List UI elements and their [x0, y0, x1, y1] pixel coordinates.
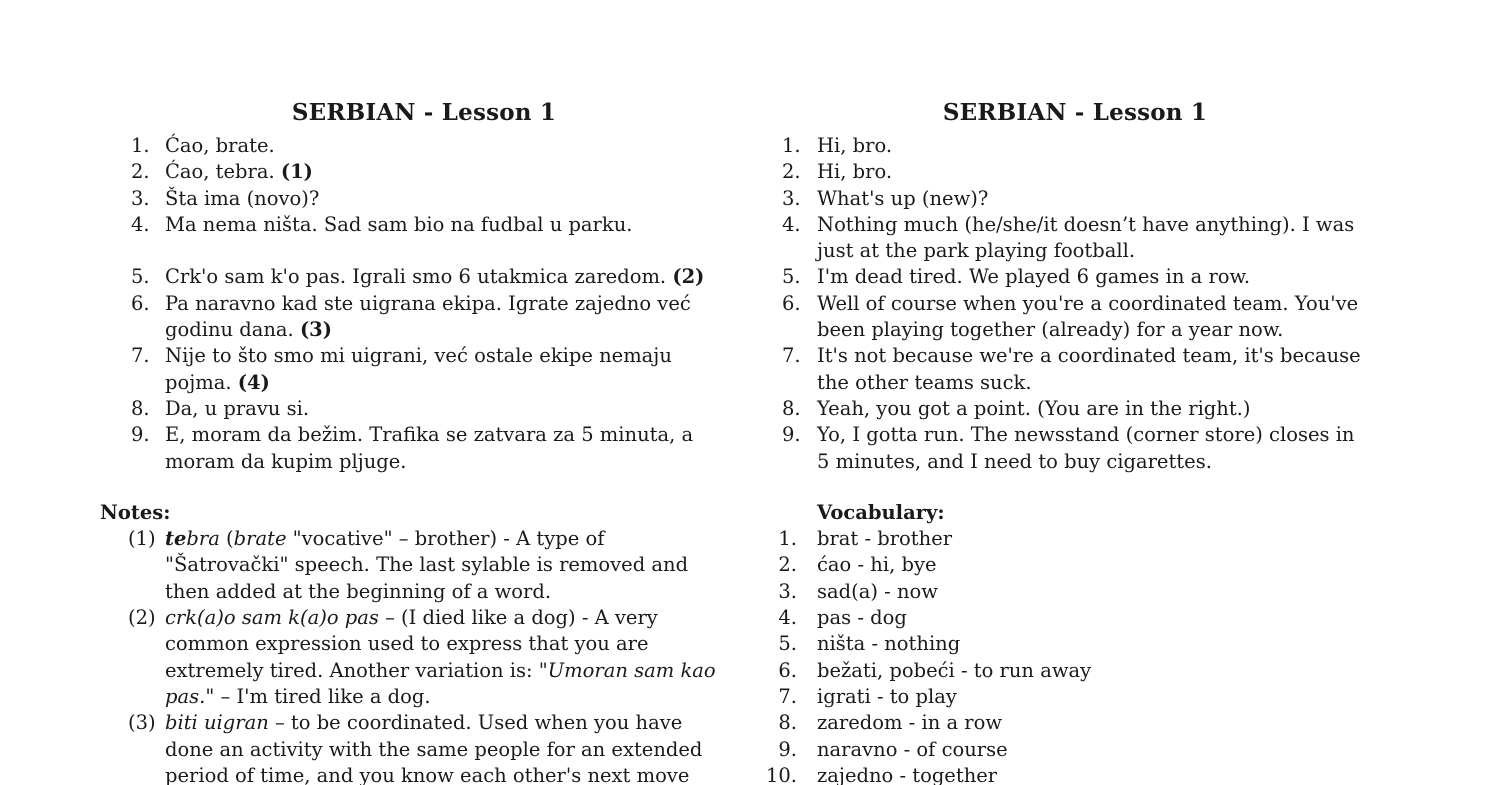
- text-line: [165, 186, 748, 212]
- note-item: [100, 605, 748, 710]
- text-line: [817, 605, 1380, 631]
- text-segment: Ma nema ništa. Sad sam bio na fudbal u parku.: [165, 212, 633, 236]
- text-segment: brat - brother: [817, 527, 953, 551]
- vocabulary-item: [770, 737, 1380, 763]
- text-line: [165, 291, 748, 317]
- dialogue-item: [770, 133, 1380, 159]
- dialogue-item: [770, 159, 1380, 185]
- text-segment: been playing together (already) for a year now.: [817, 318, 1284, 342]
- text-line: [817, 133, 1380, 159]
- text-segment: bežati, pobeći - to run away: [817, 658, 1092, 682]
- text-line: [165, 422, 748, 448]
- item-number: 9.: [131, 423, 150, 447]
- serbian-column: [100, 100, 748, 785]
- item-number: 2.: [131, 160, 150, 184]
- english-column: [765, 99, 1380, 785]
- text-segment: Yo, I gotta run. The newsstand (corner store) closes in: [817, 423, 1355, 447]
- serbian-column-title: SERBIAN - Lesson 1: [291, 99, 557, 126]
- text-line: [817, 264, 1380, 290]
- text-line: [817, 343, 1380, 369]
- text-segment: Da, u pravu si.: [165, 396, 310, 420]
- item-number: 8.: [782, 396, 801, 420]
- notes-heading: Notes:: [100, 500, 171, 524]
- text-line: [165, 710, 748, 736]
- text-line: [817, 526, 1380, 552]
- text-segment: sad(a) - now: [817, 579, 938, 603]
- text-segment: te: [165, 527, 187, 551]
- text-segment: Nothing much (he/she/it doesn’t have anything). I was: [817, 212, 1355, 236]
- vocabulary-item: [770, 605, 1380, 631]
- dialogue-item: [770, 264, 1380, 290]
- text-line: [817, 212, 1380, 238]
- item-number: 7.: [131, 344, 150, 368]
- text-line: [165, 763, 748, 785]
- text-segment: (4): [237, 370, 270, 394]
- text-segment: (1): [280, 160, 313, 184]
- dialogue-item: [100, 396, 748, 422]
- text-segment: Ćao, brate.: [165, 134, 275, 157]
- text-segment: pas.: [165, 684, 206, 708]
- text-segment: just at the park playing football.: [817, 239, 1136, 263]
- dialogue-item: [100, 133, 748, 159]
- item-number: 1.: [782, 134, 801, 157]
- text-segment: biti uigran: [165, 711, 269, 735]
- vocabulary-heading: Vocabulary:: [817, 500, 945, 524]
- text-segment: Hi, bro.: [817, 134, 893, 157]
- dialogue-item: [770, 343, 1380, 396]
- item-number: 7.: [778, 684, 797, 708]
- text-line: [165, 605, 748, 631]
- text-segment: brate: [233, 527, 287, 551]
- note-marker: (3): [128, 711, 156, 735]
- text-segment: zajedno - together: [817, 763, 998, 785]
- serbian-dialogue-list: [100, 133, 748, 475]
- text-segment: What's up (new)?: [817, 186, 989, 210]
- note-item: [100, 526, 748, 605]
- text-line: [165, 579, 748, 605]
- text-line: [817, 396, 1380, 422]
- vocabulary-item: [770, 684, 1380, 710]
- item-number: 9.: [782, 423, 801, 447]
- item-number: 5.: [131, 265, 150, 289]
- item-number: 1.: [131, 134, 150, 157]
- text-segment: extremely tired. Another variation is: ": [165, 658, 548, 682]
- text-segment: Šta ima (novo)?: [165, 186, 320, 210]
- text-segment: Yeah, you got a point. (You are in the right.): [817, 396, 1251, 420]
- dialogue-item: [100, 291, 748, 344]
- text-line: [165, 684, 748, 710]
- text-segment: Pa naravno kad ste uigrana ekipa. Igrate zajedno već: [165, 291, 691, 315]
- text-line: [165, 396, 748, 422]
- vocabulary-item: [770, 552, 1380, 578]
- text-line: [817, 658, 1380, 684]
- note-item: [100, 710, 748, 785]
- text-line: [165, 631, 748, 657]
- text-segment: Nije to što smo mi uigrani, već ostale ekipe nemaju: [165, 344, 672, 368]
- text-segment: crk(a)o sam k(a)o pas: [165, 606, 379, 630]
- text-line: [817, 552, 1380, 578]
- item-number: 3.: [778, 579, 797, 603]
- text-segment: done an activity with the same people for an extended: [165, 737, 703, 761]
- text-segment: (2): [672, 265, 705, 289]
- text-segment: Crk'o sam k'o pas. Igrali smo 6 utakmica zaredom.: [165, 265, 673, 289]
- dialogue-item: [770, 186, 1380, 212]
- dialogue-item: [100, 212, 748, 238]
- item-number: 6.: [782, 291, 801, 315]
- dialogue-item: [100, 264, 748, 290]
- item-number: 2.: [782, 160, 801, 184]
- text-segment: Ćao, tebra.: [165, 160, 281, 184]
- text-line: [165, 343, 748, 369]
- item-number: 5.: [782, 265, 801, 289]
- text-segment: "Šatrovački" speech. The last sylable is removed and: [165, 553, 689, 577]
- text-line: [165, 449, 748, 475]
- text-segment: – (I died like a dog) - A very: [378, 606, 658, 630]
- text-segment: pas - dog: [817, 606, 907, 630]
- text-line: [165, 737, 748, 763]
- text-segment: Umoran sam kao: [547, 658, 716, 682]
- text-segment: godinu dana.: [165, 318, 300, 342]
- text-segment: "vocative" – brother) - A type of: [286, 527, 605, 551]
- dialogue-item: [100, 159, 748, 185]
- text-line: [817, 449, 1380, 475]
- text-line: [817, 317, 1380, 343]
- text-line: [817, 710, 1380, 736]
- text-line: [165, 317, 748, 343]
- text-segment: " – I'm tired like a dog.: [205, 684, 431, 708]
- item-number: 9.: [778, 737, 797, 761]
- item-number: 6.: [131, 291, 150, 315]
- vocabulary-item: [770, 526, 1380, 552]
- vocabulary-list: [765, 526, 1380, 785]
- text-line: [165, 658, 748, 684]
- item-number: 5.: [778, 632, 797, 656]
- item-number: 4.: [782, 212, 801, 236]
- text-line: [817, 370, 1380, 396]
- item-number: 4.: [778, 606, 797, 630]
- dialogue-item: [100, 343, 748, 396]
- note-marker: (2): [128, 606, 156, 630]
- text-line: [817, 291, 1380, 317]
- dialogue-item: [770, 396, 1380, 422]
- vocabulary-item: [770, 579, 1380, 605]
- text-segment: I'm dead tired. We played 6 games in a row.: [817, 265, 1251, 289]
- text-segment: E, moram da bežim. Trafika se zatvara za 5 minuta, a: [165, 423, 694, 447]
- text-segment: bra: [186, 527, 220, 551]
- text-segment: naravno - of course: [817, 737, 1008, 761]
- item-number: 10.: [765, 763, 797, 785]
- text-line: [817, 238, 1380, 264]
- text-segment: Well of course when you're a coordinated team. You've: [817, 291, 1359, 315]
- english-column-title: SERBIAN - Lesson 1: [942, 99, 1208, 126]
- text-segment: It's not because we're a coordinated team, it's because: [817, 344, 1361, 368]
- text-line: [817, 684, 1380, 710]
- text-segment: ništa - nothing: [817, 632, 961, 656]
- text-segment: then added at the beginning of a word.: [165, 579, 552, 603]
- text-segment: 5 minutes, and I need to buy cigarettes.: [817, 449, 1212, 473]
- vocabulary-item: [770, 710, 1380, 736]
- note-marker: (1): [128, 527, 156, 551]
- text-segment: common expression used to express that you are: [165, 632, 649, 656]
- dialogue-item: [770, 422, 1380, 475]
- text-segment: zaredom - in a row: [817, 711, 1003, 735]
- vocabulary-item: [770, 658, 1380, 684]
- text-line: [817, 631, 1380, 657]
- notes-list: [100, 526, 748, 785]
- item-number: 7.: [782, 344, 801, 368]
- text-line: [165, 526, 748, 552]
- text-segment: (: [219, 527, 234, 551]
- vocabulary-item: [770, 631, 1380, 657]
- text-line: [165, 133, 748, 159]
- text-line: [817, 763, 1380, 785]
- text-segment: moram da kupim pljuge.: [165, 449, 407, 473]
- text-segment: igrati - to play: [817, 684, 957, 708]
- item-number: 4.: [131, 212, 150, 236]
- item-number: 8.: [131, 396, 150, 420]
- text-line: [817, 186, 1380, 212]
- dialogue-item: [770, 291, 1380, 344]
- item-number: 8.: [778, 711, 797, 735]
- text-line: [165, 159, 748, 185]
- dialogue-item: [770, 212, 1380, 265]
- text-line: [165, 552, 748, 578]
- text-segment: – to be coordinated. Used when you have: [268, 711, 683, 735]
- item-number: 3.: [782, 186, 801, 210]
- text-line: [817, 422, 1380, 448]
- text-line: [165, 370, 748, 396]
- dialogue-item: [100, 422, 748, 475]
- text-line: [817, 737, 1380, 763]
- text-line: [165, 264, 748, 290]
- text-line: [817, 579, 1380, 605]
- item-number: 1.: [778, 527, 797, 551]
- dialogue-item: [100, 186, 748, 212]
- text-line: [817, 159, 1380, 185]
- english-dialogue-list: [770, 133, 1380, 475]
- text-segment: (3): [299, 318, 332, 342]
- item-number: 6.: [778, 658, 797, 682]
- item-number: 2.: [778, 553, 797, 577]
- text-segment: ćao - hi, bye: [817, 553, 937, 577]
- text-segment: pojma.: [165, 370, 238, 394]
- vocabulary-item: [765, 763, 1380, 785]
- text-segment: the other teams suck.: [817, 370, 1032, 394]
- text-segment: period of time, and you know each other's next move: [165, 763, 690, 785]
- text-line: [165, 212, 748, 238]
- text-segment: Hi, bro.: [817, 160, 893, 184]
- item-number: 3.: [131, 186, 150, 210]
